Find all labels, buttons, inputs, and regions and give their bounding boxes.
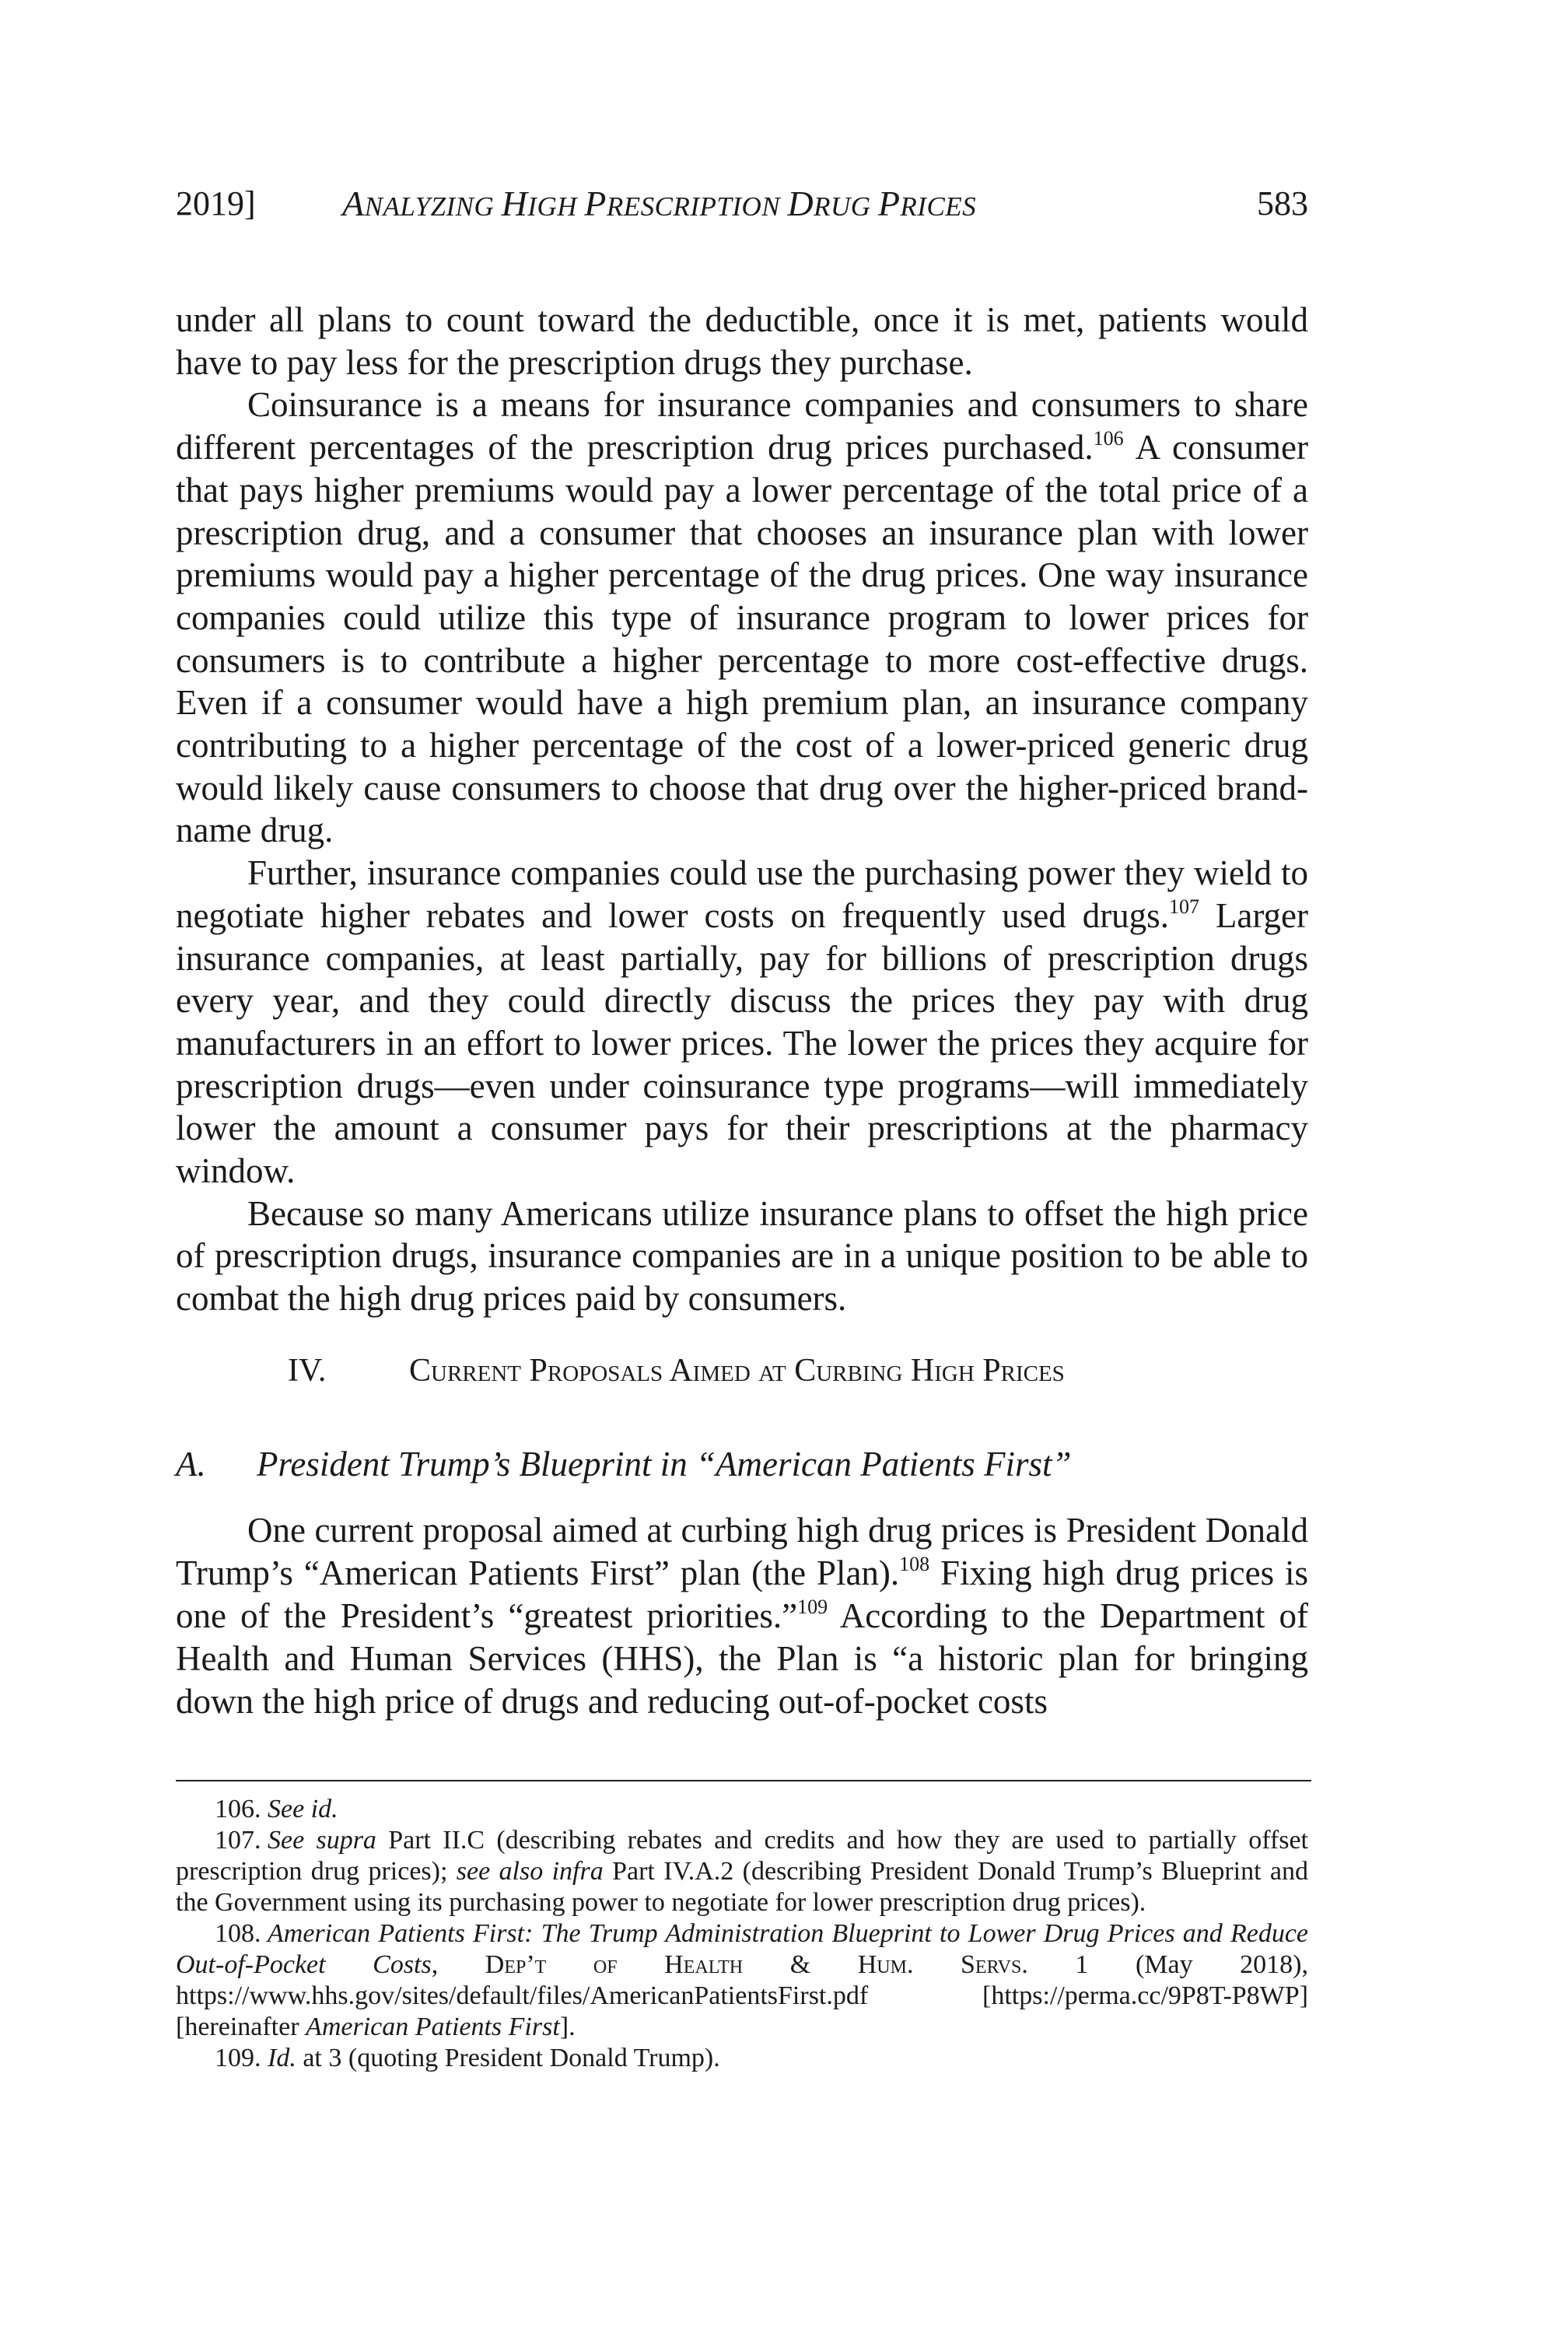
paragraph-conclusion: Because so many Americans utilize insurance plans to offset the high price of prescription drugs, insurance companies are in a unique position to be able to combat the high drug prices paid by consumers. bbox=[176, 1193, 1308, 1319]
footnote-109: 109. Id. at 3 (quoting President Donald Trump). bbox=[215, 2044, 720, 2072]
header-year: 2019] bbox=[176, 184, 256, 222]
section-number: IV. bbox=[288, 1353, 327, 1389]
paragraph-purchasing-power: Further, insurance companies could use the purchasing power they wield to negotiate higher rebates and lower costs on frequently used drugs.$^{107}$ Larger insurance companies, at least partially, pay for billions of prescription drugs every year, and they could directly discuss the prices they pay with drug manufacturers in an effort to lower prices. The lower the prices they acquire for prescription drugs—even under coinsurance type programs—will immediately lower the amount a consumer pays for their prescriptions at the pharmacy window. bbox=[176, 853, 1308, 1191]
main-body-text bbox=[176, 299, 1308, 1320]
footnote-ref-107: 107 bbox=[1168, 895, 1199, 918]
running-header bbox=[176, 180, 1308, 227]
subsection-title: President Trump’s Blueprint in “American Patients First” bbox=[257, 1445, 1072, 1484]
paragraph-continued: under all plans to count toward the deductible, once it is met, patients would have to pay less for the prescription drugs they purchase. bbox=[176, 300, 1308, 382]
section-title: Current Proposals Aimed at Curbing High Prices bbox=[409, 1353, 1065, 1389]
footnote-ref-109: 109 bbox=[797, 1596, 828, 1618]
footnotes bbox=[176, 1794, 1308, 2074]
paragraph-american-patients-first: One current proposal aimed at curbing high drug prices is President Donald Trump’s “American Patients First” plan (the Plan).$^{108}$ Fixing high drug prices is one of the President’s “greatest priorities.”$^{109}$ According to the Department of Health and Human Services (HHS), the Plan is “a historic plan for bringing down the high price of drugs and reducing out-of-pocket costs bbox=[176, 1511, 1308, 1721]
paragraph-coinsurance: Coinsurance is a means for insurance companies and consumers to share different percentages of the prescription drug prices purchased.$^{106}$ A consumer that pays higher premiums would pay a lower percentage of the total price of a prescription drug, and a consumer that chooses an insurance plan with lower premiums would pay a higher percentage of the drug prices. One way insurance companies could utilize this type of insurance program to lower prices for consumers is to contribute a higher percentage to more cost-effective drugs. Even if a consumer would have a high premium plan, an insurance company contributing to a higher percentage of the cost of a lower-priced generic drug would likely cause consumers to choose that drug over the higher-priced brand-name drug. bbox=[176, 385, 1308, 850]
footnote-ref-106: 106 bbox=[1093, 427, 1124, 450]
subsection-heading-a bbox=[176, 1441, 1072, 1487]
footnote-divider bbox=[176, 1780, 1311, 1781]
footnote-108: 108. American Patients First: The Trump Administration Blueprint to Lower Drug Prices and Reduce Out-of-Pocket Costs, Dep’t of Health & Hum. Servs. 1 (May 2018), https://www.hhs.gov/sites/default/files/AmericanPatientsFirst.pdf [https://perma.cc/9P8T-P8WP] [hereinafter American Patients First]. bbox=[176, 1919, 1308, 2041]
footnote-106: 106. See id. bbox=[215, 1795, 338, 1823]
page-number: 583 bbox=[1257, 184, 1308, 222]
section-body-text bbox=[176, 1509, 1308, 1723]
section-heading-iv bbox=[288, 1347, 1065, 1394]
subsection-letter: A. bbox=[176, 1445, 206, 1484]
footnote-ref-108: 108 bbox=[899, 1553, 930, 1575]
header-title: ANALYZING HIGH PRESCRIPTION DRUG PRICES bbox=[342, 184, 977, 223]
footnote-107: 107. See supra Part II.C (describing rebates and credits and how they are used to partially offset prescription drug prices); see also infra Part IV.A.2 (describing President Donald Trump’s Blueprint and the Government using its purchasing power to negotiate for lower prescription drug prices). bbox=[176, 1826, 1308, 1917]
